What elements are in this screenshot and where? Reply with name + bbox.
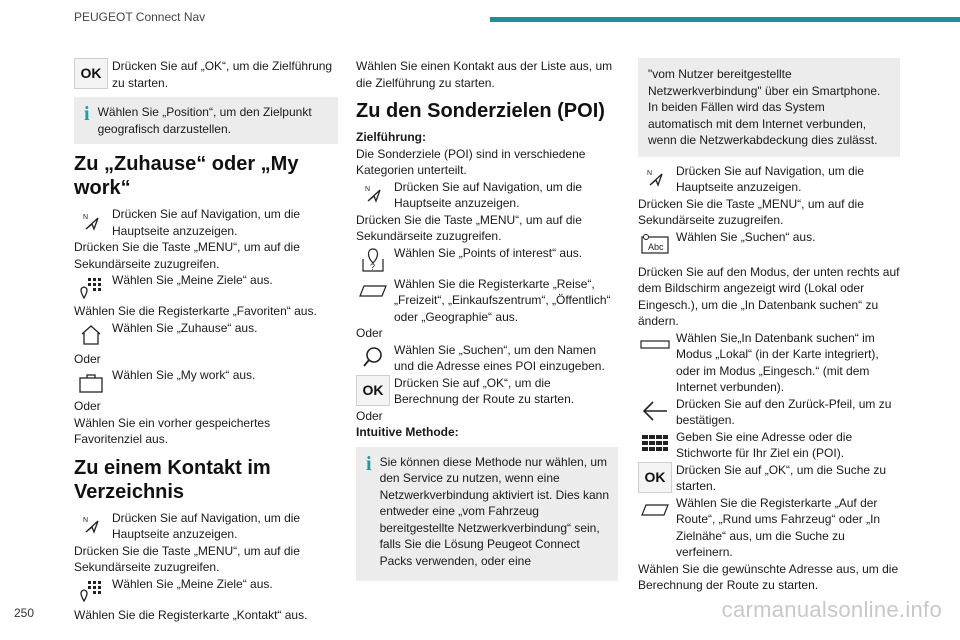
step-favoriten: Wählen Sie die Registerkarte „Favoriten“ aus. bbox=[74, 304, 317, 318]
step-gewuenscht: Wählen Sie die gewünschte Adresse aus, um die Berechnung der Route zu starten. bbox=[638, 561, 899, 592]
step-meine-ziele: Wählen Sie „Meine Ziele“ aus. bbox=[112, 273, 273, 287]
step-ok-3: Drücken Sie auf „OK“, um die Suche zu starten. bbox=[676, 462, 887, 493]
step-menu: Drücken Sie die Taste „MENU“, um auf die Sekundärseite zuzugreifen. bbox=[74, 240, 300, 271]
info-note-continued: "vom Nutzer bereitgestellte Netzwerkverbindung" über ein Smartphone. In beiden Fällen wird das System automatisch mit dem Internet verbunden, wenn die Netzwerkabdeckung dies zulässt. bbox=[638, 58, 900, 157]
navigation-icon bbox=[638, 163, 672, 194]
mode-bar-icon bbox=[638, 330, 672, 361]
oder-poi-1: Oder bbox=[356, 326, 383, 340]
oder-poi-2: Oder bbox=[356, 408, 383, 423]
column-2 bbox=[356, 58, 618, 587]
watermark: carmanualsonline.info bbox=[721, 597, 942, 622]
navigation-icon bbox=[74, 510, 108, 541]
svg-text:N: N bbox=[83, 213, 89, 221]
work-briefcase-icon bbox=[74, 367, 108, 398]
search-icon bbox=[356, 342, 390, 373]
svg-text:Abc: Abc bbox=[648, 242, 664, 252]
step-suchen: Wählen Sie „Suchen“, um den Namen und die Adresse eines POI einzugeben. bbox=[394, 342, 605, 373]
step-suchen-3: Wählen Sie „Suchen“ aus. bbox=[676, 229, 816, 244]
ok-icon: OK bbox=[638, 462, 672, 493]
svg-text:N: N bbox=[83, 517, 89, 524]
oder-2: Oder bbox=[74, 399, 101, 413]
keypad-grid-icon bbox=[638, 429, 672, 460]
column-1 bbox=[74, 58, 338, 623]
svg-text:N: N bbox=[647, 170, 653, 177]
step-navigation-poi: Drücken Sie auf Navigation, um die Hauptseite anzuzeigen. bbox=[394, 179, 583, 210]
oder-1: Oder bbox=[74, 351, 101, 366]
note-text: Wählen Sie „Position“, um den Zielpunkt geografisch darzustellen. bbox=[97, 105, 312, 136]
text-kategorien: Die Sonderziele (POI) sind in verschiedene Kategorien unterteilt. bbox=[356, 146, 586, 177]
step-route-tabs: Wählen Sie die Registerkarte „Auf der Route“, „Rund ums Fahrzeug“ oder „In Zielnähe“ aus, um die Suche zu verfeinern. bbox=[676, 495, 881, 559]
step-kontakt-tab: Wählen Sie die Registerkarte „Kontakt“ aus. bbox=[74, 607, 308, 622]
step-navigation-3: Drücken Sie auf Navigation, um die Hauptseite anzuzeigen. bbox=[676, 163, 865, 194]
heading-poi: Zu den Sonderzielen (POI) bbox=[356, 100, 605, 122]
label-intuitive: Intuitive Methode: bbox=[356, 425, 459, 439]
step-favoritenziel: Wählen Sie ein vorher gespeichertes Favoritenziel aus. bbox=[74, 415, 271, 446]
step-zuhause: Wählen Sie „Zuhause“ aus. bbox=[112, 320, 258, 335]
heading-kontakt: Zu einem Kontakt im Verzeichnis bbox=[74, 456, 271, 503]
ok-icon: OK bbox=[74, 58, 108, 89]
navigation-icon bbox=[356, 179, 390, 210]
step-navigation-2: Drücken Sie auf Navigation, um die Hauptseite anzuzeigen. bbox=[112, 510, 301, 541]
header-accent-bar bbox=[490, 17, 960, 22]
step-menu-3: Drücken Sie die Taste „MENU“, um auf die Sekundärseite zuzugreifen. bbox=[638, 196, 864, 227]
step-navigation: Drücken Sie auf Navigation, um die Hauptseite anzuzeigen. bbox=[112, 207, 301, 238]
step-reise: Wählen Sie die Registerkarte „Reise“, „Freizeit“, „Einkaufszentrum“, „Öffentlich“ oder „Geographie“ aus. bbox=[394, 276, 611, 324]
meine-ziele-icon bbox=[74, 576, 108, 607]
svg-text:N: N bbox=[365, 186, 371, 193]
step-zurueck: Drücken Sie auf den Zurück-Pfeil, um zu bestätigen. bbox=[676, 396, 892, 427]
meine-ziele-icon bbox=[74, 272, 108, 303]
page-number: 250 bbox=[14, 606, 35, 620]
step-meine-ziele-2: Wählen Sie „Meine Ziele“ aus. bbox=[112, 576, 273, 591]
ok-instruction: Drücken Sie auf „OK“, um die Zielführung zu starten. bbox=[112, 59, 333, 90]
keyboard-abc-icon bbox=[638, 229, 672, 260]
step-adresse: Geben Sie eine Adresse oder die Stichworte für Ihr Ziel ein (POI). bbox=[676, 429, 853, 460]
info-note-intuitive bbox=[356, 447, 618, 582]
note-text: Sie können diese Methode nur wählen, um den Service zu nutzen, wenn eine Netzwerkverbindung aktiviert ist. Dies kann entweder eine „vom Fahrzeug bereitgestellte Netzwerkverbindung“ sein, falls Sie die Lösung Peugeot Connect Packs verwenden, oder eine bbox=[379, 454, 609, 568]
info-note-position bbox=[74, 97, 338, 144]
ok-icon: OK bbox=[356, 375, 390, 406]
step-menu-2: Drücken Sie die Taste „MENU“, um auf die Sekundärseite zuzugreifen. bbox=[74, 543, 300, 574]
step-poi: Wählen Sie „Points of interest“ aus. bbox=[394, 245, 583, 260]
running-header-title: PEUGEOT Connect Nav bbox=[74, 10, 206, 24]
info-icon: i bbox=[366, 452, 372, 475]
step-menu-poi: Drücken Sie die Taste „MENU“, um auf die Sekundärseite zuzugreifen. bbox=[356, 212, 582, 243]
step-kontakt-liste: Wählen Sie einen Kontakt aus der Liste aus, um die Zielführung zu starten. bbox=[356, 59, 613, 90]
heading-zuhause-mywork: Zu „Zuhause“ oder „My work“ bbox=[74, 153, 299, 199]
tab-parallelogram-icon bbox=[356, 276, 390, 307]
navigation-icon bbox=[74, 206, 108, 237]
step-modus: Drücken Sie auf den Modus, der unten rechts auf dem Bildschirm angezeigt wird (Lokal oder Eingesch.), um die „In Datenbank suchen“ zu ändern. bbox=[638, 264, 900, 328]
label-zielfuehrung: Zielführung: bbox=[356, 130, 426, 144]
back-arrow-icon bbox=[638, 396, 672, 427]
tab-parallelogram-icon bbox=[638, 495, 672, 526]
svg-text:?: ? bbox=[370, 262, 376, 272]
step-datenbank: Wählen Sie„In Datenbank suchen“ im Modus „Lokal“ (in der Karte integriert), oder im Modus „Eingesch.“ (mit dem Internet verbunden). bbox=[676, 330, 879, 394]
poi-icon bbox=[356, 245, 390, 276]
step-ok-poi: Drücken Sie auf „OK“, um die Berechnung der Route zu starten. bbox=[394, 375, 575, 406]
info-icon: i bbox=[84, 103, 90, 125]
column-3 bbox=[638, 58, 900, 594]
step-mywork: Wählen Sie „My work“ aus. bbox=[112, 368, 256, 382]
home-icon bbox=[74, 320, 108, 351]
